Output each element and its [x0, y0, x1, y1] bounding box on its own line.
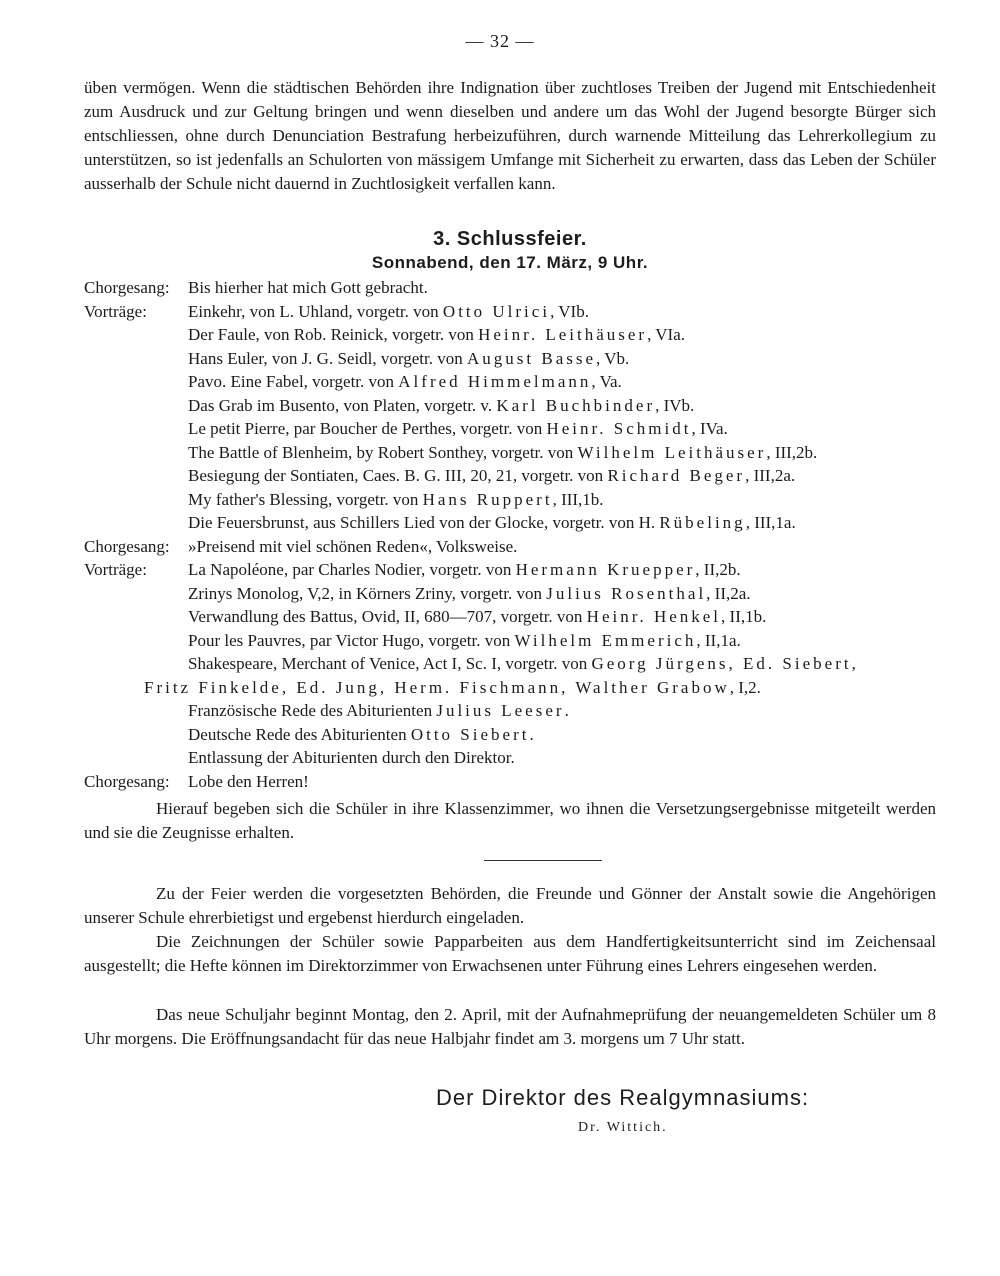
performer-name: Wilhelm Leithäuser	[577, 442, 767, 462]
entry-text: Pavo. Eine Fabel, vorgetr. von	[188, 372, 399, 391]
entry-text: Das Grab im Busento, von Platen, vorgetr. v.	[188, 395, 497, 415]
entry-text: Der Faule, von Rob. Reinick, vorgetr. von	[188, 325, 479, 344]
program-row	[84, 511, 964, 535]
program-row	[84, 558, 964, 582]
performer-name: Fritz Finkelde, Ed. Jung, Herm. Fischmann, Walther Grabow	[144, 677, 730, 697]
performer-name: Hans Ruppert	[422, 489, 553, 509]
program-entry	[144, 676, 761, 700]
program-entry	[188, 370, 622, 394]
entry-text: Le petit Pierre, par Boucher de Perthes, vorgetr. von	[188, 419, 547, 438]
director-title: Der Direktor des Realgymnasiums:	[436, 1085, 810, 1110]
entry-text: The Battle of Blenheim, by Robert Sonthey, vorgetr. von	[188, 442, 578, 462]
program-entry	[188, 300, 589, 324]
program-label: Chorgesang:	[84, 536, 170, 556]
entry-text: Bis hierher hat mich Gott gebracht.	[188, 278, 428, 297]
page-number: — 32 —	[465, 31, 535, 51]
program-entry	[188, 746, 515, 770]
program-row	[84, 746, 964, 770]
performer-name: Heinr. Henkel	[586, 607, 722, 626]
program-row	[84, 652, 964, 676]
program-row	[84, 723, 964, 747]
program-label	[84, 511, 188, 535]
program-entry	[188, 558, 741, 582]
program-row	[84, 441, 964, 465]
entry-text: Pour les Pauvres, par Victor Hugo, vorgetr. von	[188, 630, 515, 650]
program-label	[84, 323, 188, 347]
program-label: Vorträge:	[84, 560, 147, 579]
program-entry	[188, 629, 741, 653]
program-entry	[188, 699, 569, 723]
program-row	[84, 464, 964, 488]
program-entry	[188, 605, 766, 629]
program-row	[84, 629, 964, 653]
entry-text: , VIa.	[647, 325, 686, 344]
entry-text: , Va.	[591, 372, 622, 391]
separator-rule	[484, 860, 602, 861]
invitation-paragraph: Zu der Feier werden die vorgesetzten Behörden, die Freunde und Gönner der Anstalt sowie die Angehörigen unserer Schule ehrerbietigst und ergebenst hierdurch eingeladen.	[84, 884, 936, 927]
performer-name: Alfred Himmelmann	[398, 372, 592, 391]
entry-text: Französische Rede des Abiturienten	[188, 701, 437, 720]
section-date: Sonnabend, den 17. März, 9 Uhr.	[371, 253, 649, 272]
entry-text: »Preisend mit viel schönen Reden«, Volksweise.	[188, 536, 518, 556]
program-label: Vorträge:	[84, 301, 147, 321]
program-label	[84, 723, 188, 747]
entry-text: , III,1a.	[745, 513, 796, 532]
performer-name: August Basse	[467, 348, 597, 368]
entry-text: Einkehr, von L. Uhland, vorgetr. von	[188, 301, 443, 321]
program-label	[84, 394, 188, 418]
program-entry	[188, 347, 629, 371]
entry-text: My father's Blessing, vorgetr. von	[188, 489, 423, 509]
performer-name: Otto Siebert	[410, 724, 530, 744]
entry-text: , III,2a.	[745, 466, 796, 485]
performer-name: Heinr. Schmidt	[546, 419, 692, 438]
program-label	[84, 605, 188, 629]
performer-name: Wilhelm Emmerich	[514, 630, 697, 650]
entry-text: , II,1b.	[721, 607, 767, 626]
program-row	[84, 370, 964, 394]
entry-text: Shakespeare, Merchant of Venice, Act I, Sc. I, vorgetr. von	[188, 654, 592, 673]
program-label	[84, 370, 188, 394]
ceremony-program	[84, 276, 964, 793]
entry-text: , III,1b.	[552, 489, 604, 509]
entry-text: , IVb.	[655, 395, 695, 415]
entry-text: Verwandlung des Battus, Ovid, II, 680—707, vorgetr. von	[188, 607, 587, 626]
program-entry	[188, 511, 796, 535]
entry-text: Deutsche Rede des Abiturienten	[188, 724, 411, 744]
program-entry	[188, 394, 694, 418]
program-label	[84, 441, 188, 465]
entry-text: , II,1a.	[696, 630, 741, 650]
program-entry	[188, 488, 604, 512]
performer-name: Heinr. Leithäuser	[478, 325, 648, 344]
performer-name: Georg Jürgens, Ed. Siebert,	[591, 654, 859, 673]
entry-text: .	[529, 724, 534, 744]
program-row	[84, 582, 964, 606]
entry-text: , IVa.	[691, 419, 728, 438]
program-label	[84, 582, 188, 606]
program-row	[84, 605, 964, 629]
entry-text: Lobe den Herren!	[188, 771, 309, 791]
program-row	[84, 323, 964, 347]
entry-text: Zrinys Monolog, V,2, in Körners Zriny, vorgetr. von	[188, 583, 547, 603]
program-label	[84, 464, 188, 488]
performer-name: Julius Rosenthal	[546, 583, 707, 603]
performer-name: Richard Beger	[607, 466, 746, 485]
after-program-paragraph: Hierauf begeben sich die Schüler in ihre Klassenzimmer, wo ihnen die Versetzungsergebnisse mitgeteilt werden und sie die Zeugnisse erhalten.	[84, 799, 936, 842]
program-label: Chorgesang:	[84, 771, 170, 791]
entry-text: .	[564, 701, 569, 720]
program-label	[84, 417, 188, 441]
program-label	[84, 488, 188, 512]
entry-text: , Vb.	[596, 348, 630, 368]
program-entry	[188, 582, 751, 606]
program-entry	[188, 441, 817, 465]
performer-name: Julius Leeser	[436, 701, 565, 720]
entry-text: Besiegung der Sontiaten, Caes. B. G. III, 20, 21, vorgetr. von	[188, 466, 608, 485]
program-label	[84, 699, 188, 723]
exhibition-paragraph: Die Zeichnungen der Schüler sowie Papparbeiten aus dem Handfertigkeitsunterricht sind im Zeichensaal ausgestellt; die Hefte können im Direktorzimmer von Erwachsenen unter Führung eines Lehrers eingesehen werden.	[84, 932, 936, 975]
program-label: Chorgesang:	[84, 278, 170, 297]
program-entry	[188, 464, 795, 488]
program-label	[84, 347, 188, 371]
program-row	[84, 676, 964, 700]
performer-name: Karl Buchbinder	[496, 395, 656, 415]
program-row	[84, 276, 964, 300]
program-entry	[188, 417, 728, 441]
program-entry	[188, 723, 534, 747]
new-year-paragraph: Das neue Schuljahr beginnt Montag, den 2. April, mit der Aufnahmeprüfung der neuangemeldeten Schüler um 8 Uhr morgens. Die Eröffnungsandacht für das neue Halbjahr findet am 3. morgens um 7 Uhr statt.	[84, 1005, 936, 1048]
program-row	[84, 535, 964, 559]
program-row	[84, 417, 964, 441]
program-entry	[188, 770, 309, 794]
intro-paragraph: üben vermögen. Wenn die städtischen Behörden ihre Indignation über zuchtloses Treiben der Jugend mit Entschiedenheit zum Ausdruck und zur Geltung bringen und wenn dieselben und andere um das Wohl der Jugend besorgte Bürger sich entschliessen, ohne durch Denunciation Bestrafung herbeizuführen, durch warnende Mitteilung das Lehrerkollegium zu unterstützen, so ist jedenfalls an Schulorten von mässigem Umfange mit Sicherheit zu erwarten, dass das Leben der Schüler ausserhalb der Schule nicht dauernd in Zuchtlosigkeit verfallen kann.	[84, 78, 936, 193]
program-row	[84, 300, 964, 324]
entry-text: , I,2.	[729, 677, 761, 697]
program-entry	[188, 276, 428, 300]
performer-name: Rübeling	[659, 513, 746, 532]
program-entry	[188, 652, 859, 676]
program-label	[84, 629, 188, 653]
entry-text: , II,2b.	[695, 560, 741, 579]
entry-text: , II,2a.	[706, 583, 751, 603]
program-entry	[188, 323, 685, 347]
performer-name: Hermann Kruepper	[515, 560, 696, 579]
entry-text: Hans Euler, von J. G. Seidl, vorgetr. von	[188, 348, 468, 368]
signer-name: Dr. Wittich.	[578, 1120, 668, 1135]
entry-text: Entlassung der Abiturienten durch den Direktor.	[188, 748, 515, 767]
section-title: 3. Schlussfeier.	[433, 228, 587, 250]
program-label	[84, 746, 188, 770]
entry-text: La Napoléone, par Charles Nodier, vorgetr. von	[188, 560, 516, 579]
program-row	[84, 394, 964, 418]
entry-text: , III,2b.	[766, 442, 818, 462]
program-row	[84, 488, 964, 512]
program-row	[84, 770, 964, 794]
entry-text: , VIb.	[550, 301, 589, 321]
program-row	[84, 699, 964, 723]
entry-text: Die Feuersbrunst, aus Schillers Lied von der Glocke, vorgetr. von H.	[188, 513, 660, 532]
program-row	[84, 347, 964, 371]
program-label	[84, 652, 188, 676]
performer-name: Otto Ulrici	[442, 301, 551, 321]
program-entry	[188, 535, 517, 559]
